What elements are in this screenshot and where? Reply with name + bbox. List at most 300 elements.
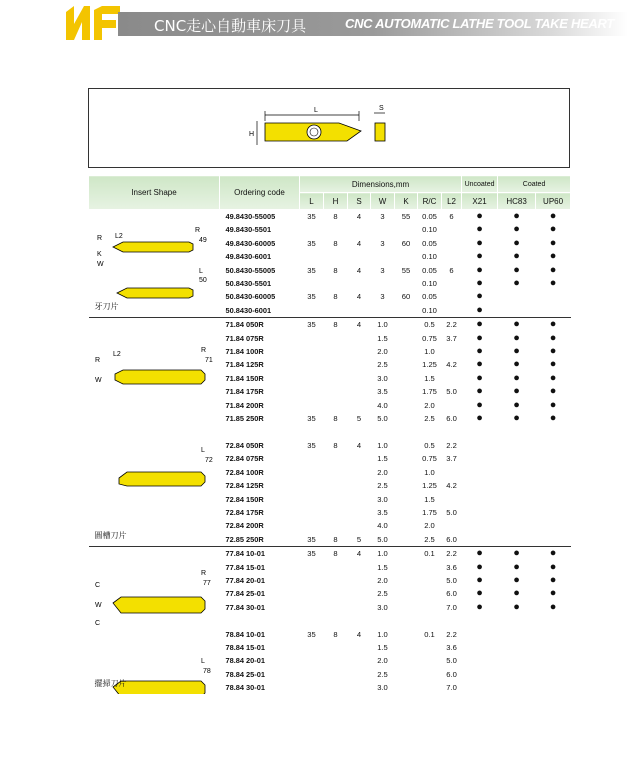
shape-label-r: R <box>200 570 206 578</box>
insert-type-name: 牙刀片 <box>94 301 119 311</box>
dim-s <box>348 304 371 318</box>
dim-w: 2.5 <box>377 589 388 599</box>
grade-hc83-availability <box>498 681 536 694</box>
dim-w: 2.0 <box>377 576 388 586</box>
grade-up60-availability <box>536 628 571 641</box>
grade-up60-availability: ● <box>536 210 571 224</box>
grade-hc83-availability: ● <box>513 600 520 613</box>
dim-l: 35 <box>307 292 316 302</box>
dim-w: 1.0 <box>377 629 388 639</box>
grade-hc83-availability <box>498 493 536 506</box>
dim-w: 3.5 <box>377 507 388 517</box>
shape-label-71: 71 <box>204 357 213 365</box>
dim-l <box>300 681 324 694</box>
col-up60: UP60 <box>536 193 571 210</box>
dim-rc: 0.1 <box>424 629 435 639</box>
grade-up60-availability: ● <box>549 600 557 613</box>
shape-label-w: W <box>94 602 102 610</box>
dim-l2 <box>442 304 462 318</box>
ordering-code: 77.84 25-01 <box>225 589 265 599</box>
grade-hc83-availability: ● <box>513 277 520 290</box>
col-k: K <box>395 193 418 210</box>
grade-x21-availability <box>462 614 498 627</box>
dim-h <box>324 493 348 506</box>
shape-label-l2: L2 <box>112 351 121 359</box>
dim-rc: 0.10 <box>422 305 437 315</box>
dim-s <box>348 399 371 412</box>
grade-hc83-availability: ● <box>498 318 536 332</box>
grade-up60-availability <box>536 426 571 439</box>
dim-l2: 5.0 <box>446 387 457 397</box>
shape-label-c-top: C <box>94 582 100 590</box>
col-l2: L2 <box>442 193 462 210</box>
dim-s <box>348 561 371 574</box>
dim-l: 35 <box>307 440 316 450</box>
dim-w: 3 <box>380 265 385 275</box>
dim-l2: 2.2 <box>446 440 457 450</box>
shape-label-k: K <box>96 251 102 258</box>
dim-l <box>300 519 324 532</box>
ordering-code: 71.84 050R <box>220 318 300 332</box>
col-hc83: HC83 <box>498 193 536 210</box>
dim-s <box>348 358 371 371</box>
grade-x21-availability: ● <box>476 236 483 249</box>
dim-s <box>348 426 371 439</box>
shape-label-50: 50 <box>198 277 207 284</box>
dim-k <box>395 345 418 358</box>
dim-rc: 1.0 <box>424 347 435 357</box>
grade-up60-availability <box>536 506 571 519</box>
col-coated: Coated <box>498 176 571 193</box>
dim-s: 4 <box>356 440 362 450</box>
shape-label-77: 77 <box>202 580 211 588</box>
shape-label-w: W <box>96 261 104 268</box>
dim-w: 2.5 <box>377 481 388 491</box>
insert-type-name: 圓槽刀片 <box>94 530 127 540</box>
dim-l <box>300 223 324 236</box>
grade-hc83-availability: ● <box>513 250 520 263</box>
ordering-code: 78.84 30-01 <box>225 683 265 693</box>
col-l: L <box>300 193 324 210</box>
dim-w: 4.0 <box>377 400 388 410</box>
dim-s <box>348 668 371 681</box>
dim-s <box>348 479 371 492</box>
dim-k: 60 <box>401 292 411 302</box>
dim-l <box>300 668 324 681</box>
dim-l <box>300 385 324 398</box>
grade-hc83-availability <box>498 668 536 681</box>
dim-l2: 7.0 <box>446 602 457 612</box>
dim-s <box>348 385 371 398</box>
grade-up60-availability <box>536 452 571 465</box>
ordering-code: 72.84 125R <box>225 481 264 491</box>
dim-l <box>300 332 324 345</box>
dim-l2: 7.0 <box>446 683 457 693</box>
dim-s <box>348 519 371 532</box>
dim-l2: 3.6 <box>446 562 457 572</box>
dim-l <box>300 452 324 465</box>
dim-rc <box>418 614 442 627</box>
grade-x21-availability: ● <box>476 574 483 587</box>
dim-rc <box>418 601 442 614</box>
dim-l2: 6.0 <box>446 534 457 544</box>
grade-hc83-availability <box>498 466 536 479</box>
dim-k <box>395 614 418 627</box>
grade-hc83-availability <box>498 519 536 532</box>
shape-label-r-left: R <box>96 235 102 242</box>
dim-h <box>324 304 348 318</box>
ordering-code: 72.84 200R <box>225 521 264 531</box>
col-x21: X21 <box>462 193 498 210</box>
dim-h: 8 <box>324 547 348 561</box>
dim-rc: 2.0 <box>424 521 435 531</box>
shape-label-w: W <box>94 377 102 385</box>
grade-x21-availability: ● <box>462 547 498 561</box>
grade-x21-availability: ● <box>462 210 498 224</box>
ordering-code: 50.8430-6001 <box>225 305 272 315</box>
grade-x21-availability <box>462 668 498 681</box>
dim-w: 2.0 <box>377 467 388 477</box>
ordering-code: 72.84 175R <box>225 507 264 517</box>
dim-h <box>324 332 348 345</box>
grade-x21-availability <box>462 426 498 439</box>
dim-s <box>348 372 371 385</box>
grade-up60-availability: ● <box>549 385 557 398</box>
shape-label-49: 49 <box>198 237 207 244</box>
dim-s <box>348 466 371 479</box>
ordering-code: 78.84 20-01 <box>225 656 265 666</box>
shape-label-78: 78 <box>202 668 211 676</box>
table-row <box>89 547 571 561</box>
dim-s: 5 <box>356 414 362 424</box>
grade-hc83-availability: ● <box>513 331 520 344</box>
grade-up60-availability <box>536 466 571 479</box>
grade-up60-availability: ● <box>549 412 557 425</box>
dim-w: 4.0 <box>377 521 388 531</box>
dim-k <box>395 641 418 654</box>
grade-x21-availability <box>462 466 498 479</box>
dim-l <box>300 493 324 506</box>
dim-l2: 2.2 <box>442 318 462 332</box>
grade-x21-availability <box>462 641 498 654</box>
shape-label-c-bottom: C <box>94 620 100 628</box>
dim-l2: 4.2 <box>446 360 457 370</box>
grade-hc83-availability <box>498 654 536 667</box>
dim-rc: 0.05 <box>418 210 442 224</box>
dim-k <box>395 412 418 425</box>
ordering-code: 78.84 10-01 <box>225 629 265 639</box>
grade-hc83-availability: ● <box>513 574 520 587</box>
grade-up60-availability: ● <box>549 587 557 600</box>
dim-l <box>300 277 324 290</box>
header-banner <box>118 12 628 36</box>
dim-h <box>324 574 348 587</box>
dim-rc: 0.1 <box>418 547 442 561</box>
dim-w: 1.5 <box>377 333 388 343</box>
insert-shape-cell <box>89 210 220 318</box>
dim-l <box>300 372 324 385</box>
dim-s: 4 <box>356 292 362 302</box>
dim-rc <box>418 668 442 681</box>
grade-hc83-availability: ● <box>498 210 536 224</box>
dim-w: 1.0 <box>371 318 395 332</box>
dim-w: 3 <box>380 238 385 248</box>
dim-k <box>395 506 418 519</box>
dim-k <box>395 547 418 561</box>
dim-rc: 0.75 <box>422 333 437 343</box>
dim-l <box>300 641 324 654</box>
dim-h: 8 <box>333 292 338 302</box>
grade-up60-availability: ● <box>549 263 557 276</box>
ordering-code: 49.8430-6001 <box>225 252 272 262</box>
dim-l2 <box>442 399 462 412</box>
dim-k <box>395 223 418 236</box>
dim-w: 3.0 <box>377 373 388 383</box>
dim-rc: 0.10 <box>422 279 437 289</box>
grade-up60-availability: ● <box>549 236 557 249</box>
dim-h <box>324 519 348 532</box>
dim-l: 35 <box>307 414 316 424</box>
dim-l <box>300 304 324 318</box>
dim-s: 4 <box>356 238 362 248</box>
grade-hc83-availability <box>498 290 536 303</box>
dim-h: 8 <box>333 265 338 275</box>
dim-h <box>324 479 348 492</box>
grade-up60-availability: ● <box>549 331 557 344</box>
grade-hc83-availability: ● <box>513 587 520 600</box>
dim-w: 1.0 <box>377 440 388 450</box>
grade-x21-availability: ● <box>476 250 483 263</box>
ordering-code: 72.84 050R <box>225 440 264 450</box>
grade-x21-availability <box>462 493 498 506</box>
ordering-code: 50.8430-60005 <box>225 292 276 302</box>
shape-label-r-left: R <box>94 357 100 365</box>
dim-w: 5.0 <box>377 414 388 424</box>
grade-x21-availability: ● <box>476 600 483 613</box>
grade-up60-availability: ● <box>549 398 557 411</box>
ordering-code: 71.84 125R <box>225 360 264 370</box>
dim-k <box>395 561 418 574</box>
spec-table-wrap <box>88 175 570 750</box>
dim-rc <box>418 681 442 694</box>
dim-k <box>395 519 418 532</box>
dim-w: 5.0 <box>377 534 388 544</box>
dim-w: 1.5 <box>377 562 388 572</box>
grade-x21-availability: ● <box>476 223 483 236</box>
grade-up60-availability: ● <box>536 318 571 332</box>
shape-label-l2: L2 <box>114 233 123 240</box>
grade-up60-availability <box>536 304 571 318</box>
dim-k: 60 <box>401 238 411 248</box>
dim-l: 35 <box>300 547 324 561</box>
grade-up60-availability <box>536 519 571 532</box>
dim-l2 <box>442 250 462 263</box>
grade-up60-availability: ● <box>549 250 557 263</box>
grade-hc83-availability <box>498 439 536 452</box>
dim-k: 55 <box>395 210 418 224</box>
grade-hc83-availability: ● <box>513 560 520 573</box>
grade-x21-availability: ● <box>476 385 483 398</box>
dim-l2 <box>442 426 462 439</box>
dim-rc: 1.5 <box>424 373 435 383</box>
shape-label-l: L <box>198 268 203 275</box>
brand-title-en: CNC AUTOMATIC LATHE TOOL TAKE HEART <box>345 16 614 31</box>
brand-logo <box>64 4 124 42</box>
dim-k <box>395 318 418 332</box>
dim-h: 8 <box>333 534 338 544</box>
dim-h <box>324 654 348 667</box>
grade-x21-availability <box>462 519 498 532</box>
grade-x21-availability: ● <box>476 587 483 600</box>
dim-rc: 1.25 <box>422 360 437 370</box>
dim-l2: 6.0 <box>446 414 457 424</box>
dim-k <box>395 332 418 345</box>
grade-x21-availability: ● <box>476 303 483 316</box>
dim-s <box>348 452 371 465</box>
dim-w: 2.5 <box>377 669 388 679</box>
dim-k <box>395 654 418 667</box>
dim-k <box>395 399 418 412</box>
dim-k <box>395 250 418 263</box>
dim-w <box>371 426 395 439</box>
grade-x21-availability <box>462 654 498 667</box>
col-uncoated: Uncoated <box>462 176 498 193</box>
insert-type-name: 擺掃刀片 <box>94 678 127 688</box>
dim-s <box>348 506 371 519</box>
col-s: S <box>348 193 371 210</box>
grade-hc83-availability: ● <box>513 263 520 276</box>
dim-s <box>348 641 371 654</box>
dim-k <box>395 493 418 506</box>
dim-rc: 2.0 <box>424 400 435 410</box>
grade-x21-availability <box>462 628 498 641</box>
dim-s: 4 <box>348 210 371 224</box>
grade-x21-availability: ● <box>476 398 483 411</box>
dim-h: 8 <box>333 414 338 424</box>
grade-hc83-availability <box>498 614 536 627</box>
grade-hc83-availability: ● <box>513 345 520 358</box>
dim-h <box>324 641 348 654</box>
dim-l <box>300 345 324 358</box>
dim-h <box>324 614 348 627</box>
dim-l2: 5.0 <box>446 576 457 586</box>
col-insert-shape: Insert Shape <box>89 176 220 210</box>
col-rc: R/C <box>418 193 442 210</box>
dim-w: 2.0 <box>377 656 388 666</box>
grade-up60-availability: ● <box>536 547 571 561</box>
dim-h <box>324 668 348 681</box>
ordering-code: 72.84 150R <box>225 494 264 504</box>
dim-h <box>324 399 348 412</box>
dim-s: 4 <box>348 318 371 332</box>
brand-title-cn: CNC走心自動車床刀具 <box>154 17 307 35</box>
dim-rc: 2.5 <box>424 414 435 424</box>
spec-table <box>88 175 571 695</box>
dim-rc: 1.25 <box>422 481 437 491</box>
grade-x21-availability: ● <box>476 345 483 358</box>
ordering-code: 78.84 25-01 <box>225 669 265 679</box>
dim-l <box>300 426 324 439</box>
shape-label-l: L <box>200 447 205 455</box>
ordering-code: 71.84 075R <box>225 333 264 343</box>
dim-s <box>348 654 371 667</box>
dim-l2: 5.0 <box>446 656 457 666</box>
dim-h <box>324 506 348 519</box>
dim-w <box>371 250 395 263</box>
dim-h: 8 <box>324 318 348 332</box>
dim-l <box>300 466 324 479</box>
dim-rc: 0.5 <box>418 318 442 332</box>
dim-l2 <box>442 223 462 236</box>
shape-label-r: R <box>200 347 206 355</box>
ordering-code: 49.8430-5501 <box>225 225 272 235</box>
dim-rc: 1.0 <box>424 467 435 477</box>
dim-w <box>371 304 395 318</box>
dim-k <box>395 452 418 465</box>
ordering-code: 50.8430-55005 <box>225 265 276 275</box>
dim-k: 55 <box>401 265 411 275</box>
dim-l2 <box>442 345 462 358</box>
grade-x21-availability <box>462 506 498 519</box>
shape-label-72: 72 <box>204 457 213 465</box>
shape-label-r: R <box>194 227 200 234</box>
dim-h <box>324 681 348 694</box>
grade-x21-availability <box>462 479 498 492</box>
dim-l: 35 <box>307 238 316 248</box>
dim-s: 4 <box>356 629 362 639</box>
insert-shape-drawing <box>89 318 219 546</box>
dim-k <box>395 681 418 694</box>
dim-k <box>395 466 418 479</box>
dim-h <box>324 385 348 398</box>
col-h: H <box>324 193 348 210</box>
dim-l2 <box>442 519 462 532</box>
grade-up60-availability <box>536 654 571 667</box>
dim-w: 2.0 <box>377 347 388 357</box>
dim-w <box>371 223 395 236</box>
grade-x21-availability: ● <box>476 277 483 290</box>
grade-hc83-availability <box>498 479 536 492</box>
dim-l2: 2.2 <box>446 629 457 639</box>
dim-h: 8 <box>324 210 348 224</box>
dim-rc: 0.75 <box>422 454 437 464</box>
grade-hc83-availability: ● <box>498 547 536 561</box>
dim-h <box>324 587 348 600</box>
grade-hc83-availability <box>498 304 536 318</box>
dim-w: 3.0 <box>377 602 388 612</box>
dim-k <box>395 426 418 439</box>
grade-hc83-availability: ● <box>513 398 520 411</box>
table-row <box>89 318 571 332</box>
dim-h <box>324 372 348 385</box>
dim-w: 1.5 <box>377 454 388 464</box>
dim-w: 2.5 <box>377 360 388 370</box>
dim-l2 <box>442 277 462 290</box>
dim-w: 1.0 <box>371 547 395 561</box>
shape-label-l: L <box>200 658 205 666</box>
dim-h <box>324 345 348 358</box>
grade-hc83-availability: ● <box>513 412 520 425</box>
ordering-code: 77.84 20-01 <box>225 576 265 586</box>
insert-drawing <box>89 89 569 167</box>
dim-rc: 0.10 <box>422 225 437 235</box>
dim-l: 35 <box>307 534 316 544</box>
dim-rc: 1.75 <box>422 507 437 517</box>
dim-w: 3 <box>380 292 385 302</box>
dim-l2: 6 <box>449 265 454 275</box>
dim-l <box>300 654 324 667</box>
dim-k <box>395 587 418 600</box>
